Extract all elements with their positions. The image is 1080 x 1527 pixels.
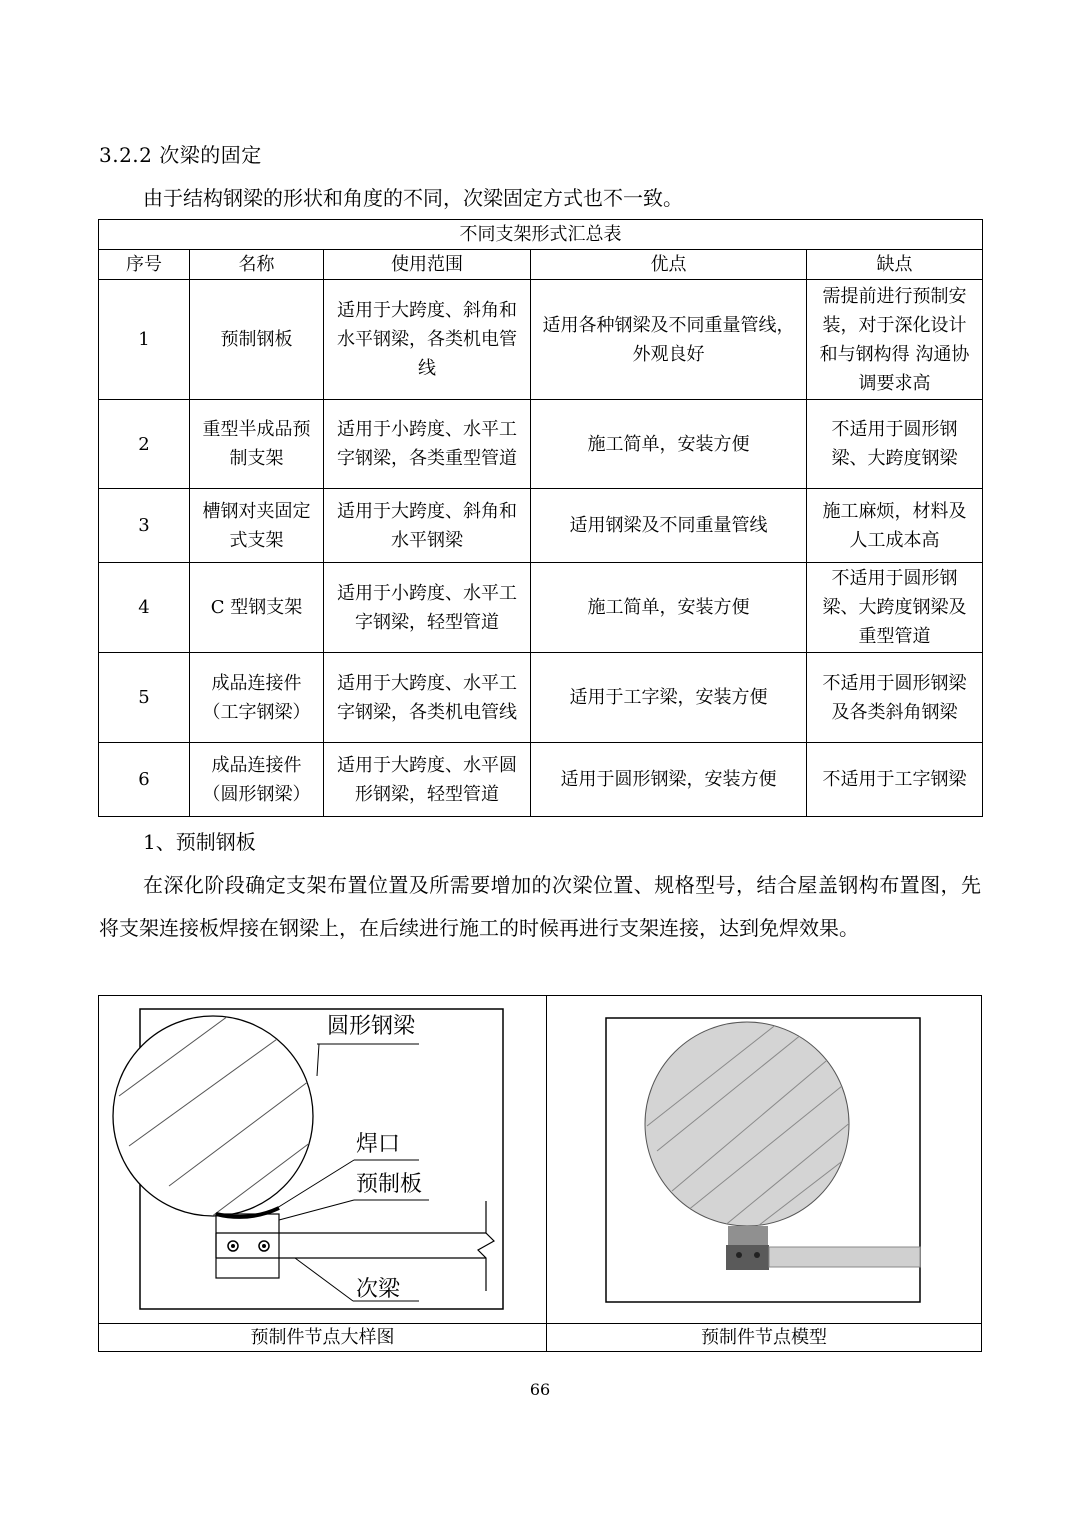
cell-scope: 适用于小跨度、水平工字钢梁，各类重型管道 (324, 400, 531, 489)
cell-advantages: 适用钢梁及不同重量管线 (531, 489, 807, 563)
label-secondary-beam: 次梁 (356, 1277, 401, 1302)
cell-advantages: 施工简单，安装方便 (531, 400, 807, 489)
cell-disadvantages: 不适用于圆形钢梁及各类斜角钢梁 (807, 653, 983, 743)
cell-advantages: 适用于工字梁，安装方便 (531, 653, 807, 743)
cell-scope: 适用于大跨度、水平圆形钢梁，轻型管道 (324, 743, 531, 817)
header-disadvantages: 缺点 (807, 250, 983, 280)
cell-name: 成品连接件（工字钢梁） (190, 653, 324, 743)
table-caption: 不同支架形式汇总表 (99, 220, 983, 250)
label-weld: 焊口 (356, 1132, 401, 1157)
cell-name: C 型钢支架 (190, 563, 324, 653)
detail-drawing (99, 996, 546, 1323)
table-row (99, 743, 983, 817)
body-paragraph: 在深化阶段确定支架布置位置及所需要增加的次梁位置、规格型号，结合屋盖钢构布置图，先将支架连接板焊接在钢梁上，在后续进行施工的时候再进行支架连接，达到免焊效果。 (99, 873, 981, 940)
header-advantages: 优点 (531, 250, 807, 280)
model-render-cell (547, 996, 981, 1323)
cell-disadvantages: 不适用于圆形钢梁、大跨度钢梁 (807, 400, 983, 489)
table-row (99, 400, 983, 489)
figure-table (98, 995, 982, 1352)
cell-scope: 适用于大跨度、斜角和水平钢梁 (324, 489, 531, 563)
cell-index: 6 (99, 743, 190, 817)
cell-index: 4 (99, 563, 190, 653)
cell-name: 槽钢对夹固定式支架 (190, 489, 324, 563)
cell-advantages: 适用于圆形钢梁，安装方便 (531, 743, 807, 817)
cell-index: 3 (99, 489, 190, 563)
intro-paragraph: 由于结构钢梁的形状和角度的不同，次梁固定方式也不一致。 (143, 186, 683, 210)
cell-disadvantages: 不适用于圆形钢梁、大跨度钢梁及重型管道 (807, 563, 983, 653)
header-name: 名称 (190, 250, 324, 280)
table-row (99, 653, 983, 743)
cell-scope: 适用于大跨度、水平工字钢梁，各类机电管线 (324, 653, 531, 743)
bracket-summary-table (98, 219, 983, 817)
page-number: 66 (529, 1380, 551, 1399)
detail-drawing-cell (99, 996, 547, 1323)
table-row (99, 489, 983, 563)
subsection-title: 1、预制钢板 (143, 830, 256, 854)
cell-scope: 适用于小跨度、水平工字钢梁，轻型管道 (324, 563, 531, 653)
cell-name: 成品连接件（圆形钢梁） (190, 743, 324, 817)
cell-disadvantages: 施工麻烦，材料及人工成本高 (807, 489, 983, 563)
cell-disadvantages: 需提前进行预制安装，对于深化设计和与钢构得 沟通协调要求高 (807, 280, 983, 400)
header-index: 序号 (99, 250, 190, 280)
figure-caption-row (99, 1323, 981, 1352)
model-render (547, 996, 981, 1323)
table-row (99, 563, 983, 653)
cell-name: 重型半成品预制支架 (190, 400, 324, 489)
cell-index: 2 (99, 400, 190, 489)
label-plate: 预制板 (356, 1172, 423, 1197)
header-scope: 使用范围 (324, 250, 531, 280)
cell-advantages: 施工简单，安装方便 (531, 563, 807, 653)
caption-model: 预制件节点模型 (701, 1327, 827, 1348)
section-heading: 3.2.2 次梁的固定 (99, 143, 262, 167)
label-round-beam: 圆形钢梁 (327, 1014, 416, 1039)
cell-index: 5 (99, 653, 190, 743)
caption-detail-drawing: 预制件节点大样图 (99, 1324, 547, 1352)
cell-index: 1 (99, 280, 190, 400)
cell-advantages: 适用各种钢梁及不同重量管线，外观良好 (531, 280, 807, 400)
cell-scope: 适用于大跨度、斜角和水平钢梁，各类机电管线 (324, 280, 531, 400)
cell-name: 预制钢板 (190, 280, 324, 400)
table-row (99, 280, 983, 400)
cell-disadvantages: 不适用于工字钢梁 (807, 743, 983, 817)
